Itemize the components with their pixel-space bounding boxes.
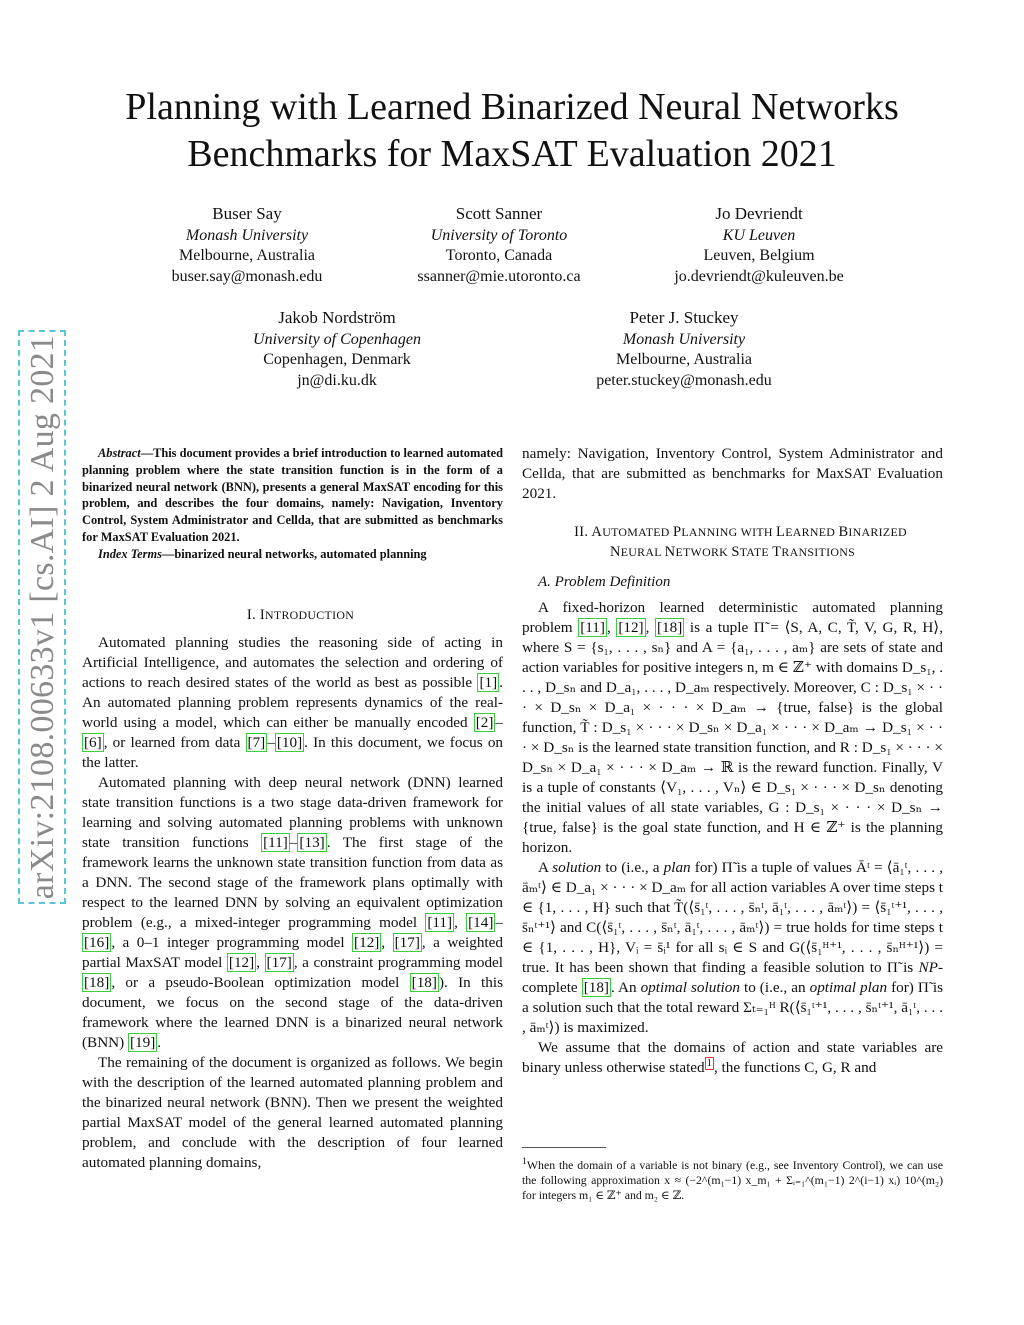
citation-link[interactable]: [16] xyxy=(84,933,110,951)
abstract-label: Abstract xyxy=(98,446,141,460)
right-column xyxy=(522,444,943,1078)
footnote-link[interactable]: 1 xyxy=(706,1057,712,1069)
text: . The first stage of the framework learns the unknown state transition function from data as a DNN. The second stage of the framework plans optimally with respect to the learned DNN by solving an equivalent optimization problem (e.g., a mixed-integer programming model xyxy=(82,833,503,931)
text: – xyxy=(495,913,503,931)
author-email[interactable]: buser.say@monash.edu xyxy=(171,267,323,285)
sc-initial: N xyxy=(609,544,621,560)
sc-initial: A xyxy=(591,524,603,540)
footnote-rule xyxy=(522,1147,606,1148)
section-title-initial: I xyxy=(259,606,266,623)
text: , a 0–1 integer programming model xyxy=(111,933,353,951)
citation-link[interactable]: [12] xyxy=(354,933,380,951)
section-number: I. xyxy=(246,606,256,623)
abstract: Abstract—This document provides a brief introduction to learned automated planning problem where the state transition function is in the form of a binarized neural network (BNN), presents a general MaxSAT encoding for this problem, and describes the four domains, namely: Navigation, Inventory Control, System Administrator and Cellda, that are submitted as benchmarks for MaxSAT Evaluation 2021. xyxy=(82,446,504,544)
author-email[interactable]: ssanner@mie.utoronto.ca xyxy=(417,267,581,285)
emphasis: optimal plan xyxy=(809,979,888,996)
text: , xyxy=(381,933,393,951)
footnote-text: When the domain of a variable is not binary (e.g., see Inventory Control), we can use the following approximation x ≈ (−2^(m₁−1) x_m₁ + Σᵢ₌₁^(m₁−1) 2^(i−1) xᵢ) 10^(m₂) for integers m₁ ∈ ℤ⁺ and m₂ ∈ ℤ. xyxy=(522,1157,943,1202)
author-affiliation: University of Toronto xyxy=(430,226,568,244)
sc-rest: UTOMATED xyxy=(602,525,673,539)
citation-link[interactable]: [6] xyxy=(84,733,102,751)
author-email[interactable]: jn@di.ku.dk xyxy=(297,371,377,389)
author-name: Scott Sanner xyxy=(455,204,543,223)
emphasis: plan xyxy=(663,859,691,876)
text: – xyxy=(289,833,298,851)
author-email[interactable]: jo.devriendt@kuleuven.be xyxy=(674,267,844,285)
author-block xyxy=(349,204,649,287)
author-location: Melbourne, Australia xyxy=(179,247,315,264)
sc-rest: RANSITIONS xyxy=(781,545,856,559)
author-name: Jo Devriendt xyxy=(715,204,803,223)
text: . An automated planning problem represents dynamics of the real-world using a model, which can either be manually encoded xyxy=(82,673,503,731)
sc-rest: TATE xyxy=(739,545,773,559)
citation-link[interactable]: [11] xyxy=(580,619,605,636)
emphasis: solution xyxy=(552,859,602,876)
citation-link[interactable]: [12] xyxy=(618,619,644,636)
citation-link[interactable]: [10] xyxy=(276,733,303,751)
text: Automated planning with deep neural network (DNN) learned state transition functions is a two stage data-driven framework for learning and solving automated planning problems with unknown state transition functions xyxy=(82,773,503,851)
section-heading-introduction xyxy=(82,605,503,625)
abstract-text: This document provides a brief introduction to learned automated planning problem where the state transition function is in the form of a binarized neural network (BNN), presents a general MaxSAT encoding for this problem, and describes the four domains, namely: Navigation, Inventory Control, System Administrator and Cellda, that are submitted as benchmarks for MaxSAT Evaluation 2021. xyxy=(82,446,504,544)
text: ). In this document, we focus on the second stage of the data-driven framework where the learned DNN is a binarized neural network (BNN) xyxy=(82,973,503,1051)
text: , xyxy=(454,913,467,931)
section-heading-problem xyxy=(522,522,943,562)
author-location: Melbourne, Australia xyxy=(616,351,752,368)
text: A xyxy=(538,859,553,876)
citation-link[interactable]: [12] xyxy=(228,953,255,971)
citation-link[interactable]: [18] xyxy=(657,619,683,636)
text: We assume that the domains of action and state variables are binary unless otherwise stated xyxy=(522,1039,943,1076)
left-column xyxy=(82,445,503,1173)
text: , or learned from data xyxy=(103,733,246,751)
citation-link[interactable]: [13] xyxy=(299,833,325,851)
section-number: II. xyxy=(574,524,589,540)
citation-link[interactable]: [14] xyxy=(468,913,494,931)
author-email[interactable]: peter.stuckey@monash.edu xyxy=(596,371,772,389)
text: Automated planning studies the reasoning side of acting in Artificial Intelligence, and automates the selection and ordering of actions to reach desired states of the world as best as possible xyxy=(82,633,503,691)
title-line-2: Benchmarks for MaxSAT Evaluation 2021 xyxy=(187,133,837,175)
citation-link[interactable]: [17] xyxy=(394,933,420,951)
author-block xyxy=(187,308,487,391)
author-block xyxy=(609,204,909,287)
author-name: Jakob Nordström xyxy=(278,308,396,327)
author-location: Leuven, Belgium xyxy=(703,247,815,264)
paper-title xyxy=(0,84,1024,178)
arxiv-identifier[interactable]: arXiv:2108.00633v1 [cs.AI] 2 Aug 2021 xyxy=(24,334,61,900)
assumption-paragraph xyxy=(522,1038,943,1078)
text: is a tuple Π̃ = ⟨S, A, C, T̃, V, G, R, H⟩, where S = {s₁, . . . , sₙ} and A = {a₁, . . . , aₘ} are sets of state and action variables for positive integers n, m ∈ ℤ⁺ with domains D_s₁, . . . , D_sₙ and D_a₁, . . . , D_aₘ respectively. Moreover, C : D_s₁ × · · · × D_sₙ × D_a₁ × · · · × D_aₘ → {true, false} is the global function, T̃ : D_s₁ × · · · × D_sₙ × D_a₁ × · · · × D_aₘ → D_s₁ × · · · × D_sₙ is the learned state transition function, and R : D_s₁ × · · · × D_sₙ × D_a₁ × · · · × D_aₘ → ℝ is the reward function. Finally, V is a tuple of constants ⟨V₁, . . . , Vₙ⟩ ∈ D_s₁ × · · · × D_sₙ denoting the initial values of all state variables, G : D_s₁ × · · · × D_sₙ → {true, false} is the goal state function, and H ∈ ℤ⁺ is the planning horizon. xyxy=(522,619,944,856)
intro-paragraph-3: The remaining of the document is organized as follows. We begin with the description of the learned automated planning problem and the binarized neural network (BNN). Then we present the weighted partial MaxSAT model of the general learned automated planning problem, and conclude with the description of four learned automated planning domains, xyxy=(82,1053,503,1171)
index-terms-text: binarized neural networks, automated planning xyxy=(174,546,427,561)
sc-initial: L xyxy=(776,524,786,540)
citation-link[interactable]: [2] xyxy=(475,713,494,731)
citation-link[interactable]: [17] xyxy=(266,953,292,971)
citation-link[interactable]: [18] xyxy=(411,973,437,991)
text: to (i.e., an xyxy=(739,979,810,996)
sc-initial: P xyxy=(672,524,682,540)
text: for) Π̃ is a tuple of values Āᵗ = ⟨ā₁ᵗ, . . . , āₘᵗ⟩ ∈ D_a₁ × · · · × D_aₘ for all action variables A over time steps t ∈ {1, . . . , H} such that T̃(⟨s̄₁ᵗ, . . . , s̄ₙᵗ, ā₁ᵗ, . . . , āₘᵗ⟩) = ⟨s̄₁ᵗ⁺¹, . . . , s̄ₙᵗ⁺¹⟩ and C(⟨s̄₁ᵗ, . . . , s̄ₙᵗ, ā₁ᵗ, . . . , āₘᵗ⟩) = true holds for time steps t ∈ {1, . . . , H}, Vᵢ = s̄ᵢ¹ for all sᵢ ∈ S and G(⟨s̄₁ᴴ⁺¹, . . . , s̄ₙᴴ⁺¹⟩) = true. It has been shown that finding a feasible solution to Π̃ is xyxy=(522,859,943,976)
author-affiliation: Monash University xyxy=(622,330,746,348)
text: -complete xyxy=(522,959,943,996)
text: – xyxy=(495,713,503,731)
footnote xyxy=(522,1154,943,1203)
text: . An xyxy=(611,979,641,996)
author-name: Peter J. Stuckey xyxy=(629,308,739,327)
citation-link[interactable]: [18] xyxy=(84,973,110,991)
author-name: Buser Say xyxy=(212,204,282,223)
text: for) Π̃ is a solution such that the total reward Σₜ₌₁ᴴ R(⟨s̄₁ᵗ⁺¹, . . . , s̄ₙᵗ⁺¹, ā₁ᵗ, . . . , āₘᵗ⟩) is maximized. xyxy=(522,979,943,1036)
text: , xyxy=(606,619,617,636)
author-affiliation: KU Leuven xyxy=(722,226,796,244)
author-location: Toronto, Canada xyxy=(445,247,553,264)
text: , xyxy=(256,953,265,971)
sc-rest: LANNING WITH xyxy=(681,525,777,539)
text: , xyxy=(645,619,655,636)
sc-rest: INARIZED xyxy=(848,525,907,539)
text: , a weighted partial MaxSAT model xyxy=(82,933,503,971)
citation-link[interactable]: [19] xyxy=(129,1033,156,1051)
intro-paragraph-1 xyxy=(82,633,503,773)
sc-initial: B xyxy=(838,524,849,540)
problem-definition-paragraph xyxy=(522,598,943,858)
author-affiliation: University of Copenhagen xyxy=(253,330,421,348)
sc-rest: EARNED xyxy=(785,525,839,539)
sc-rest: EURAL xyxy=(620,545,665,559)
text: to (i.e., a xyxy=(601,859,664,876)
citation-link[interactable]: [11] xyxy=(263,833,288,851)
author-block xyxy=(534,308,834,391)
text: A fixed-horizon learned deterministic automated planning problem xyxy=(522,599,943,636)
index-terms-label: Index Terms xyxy=(98,546,162,561)
intro-continuation: namely: Navigation, Inventory Control, System Administrator and Cellda, that are submitted as benchmarks for MaxSAT Evaluation 2021. xyxy=(522,445,943,502)
section-title-rest: NTRODUCTION xyxy=(265,607,355,622)
title-line-1: Planning with Learned Binarized Neural Networks xyxy=(125,86,899,128)
emphasis: NP xyxy=(918,959,938,976)
citation-link[interactable]: [7] xyxy=(247,733,266,751)
index-terms: Index Terms—binarized neural networks, automated planning xyxy=(98,546,427,561)
text: , or a pseudo-Boolean optimization model xyxy=(111,973,410,991)
footnote-mark: 1 xyxy=(522,1156,527,1167)
text: – xyxy=(267,733,275,751)
author-location: Copenhagen, Denmark xyxy=(263,351,411,368)
text: , a constraint programming model xyxy=(293,953,504,971)
sc-initial: T xyxy=(772,544,782,560)
citation-link[interactable]: [11] xyxy=(427,913,453,931)
citation-link[interactable]: [18] xyxy=(583,979,609,996)
sc-rest: ETWORK xyxy=(675,545,732,559)
citation-link[interactable]: [1] xyxy=(479,673,498,691)
text: . xyxy=(157,1033,162,1051)
author-affiliation: Monash University xyxy=(185,226,309,244)
text: . In this document, we focus on the latter. xyxy=(82,733,504,771)
intro-paragraph-2 xyxy=(82,773,503,1053)
sc-initial: N xyxy=(664,544,676,560)
text: , the functions C, G, R and xyxy=(713,1059,877,1076)
subsection-heading: A. Problem Definition xyxy=(538,574,671,590)
solution-paragraph xyxy=(522,858,943,1038)
sc-initial: S xyxy=(731,544,740,560)
emphasis: optimal solution xyxy=(640,979,740,996)
